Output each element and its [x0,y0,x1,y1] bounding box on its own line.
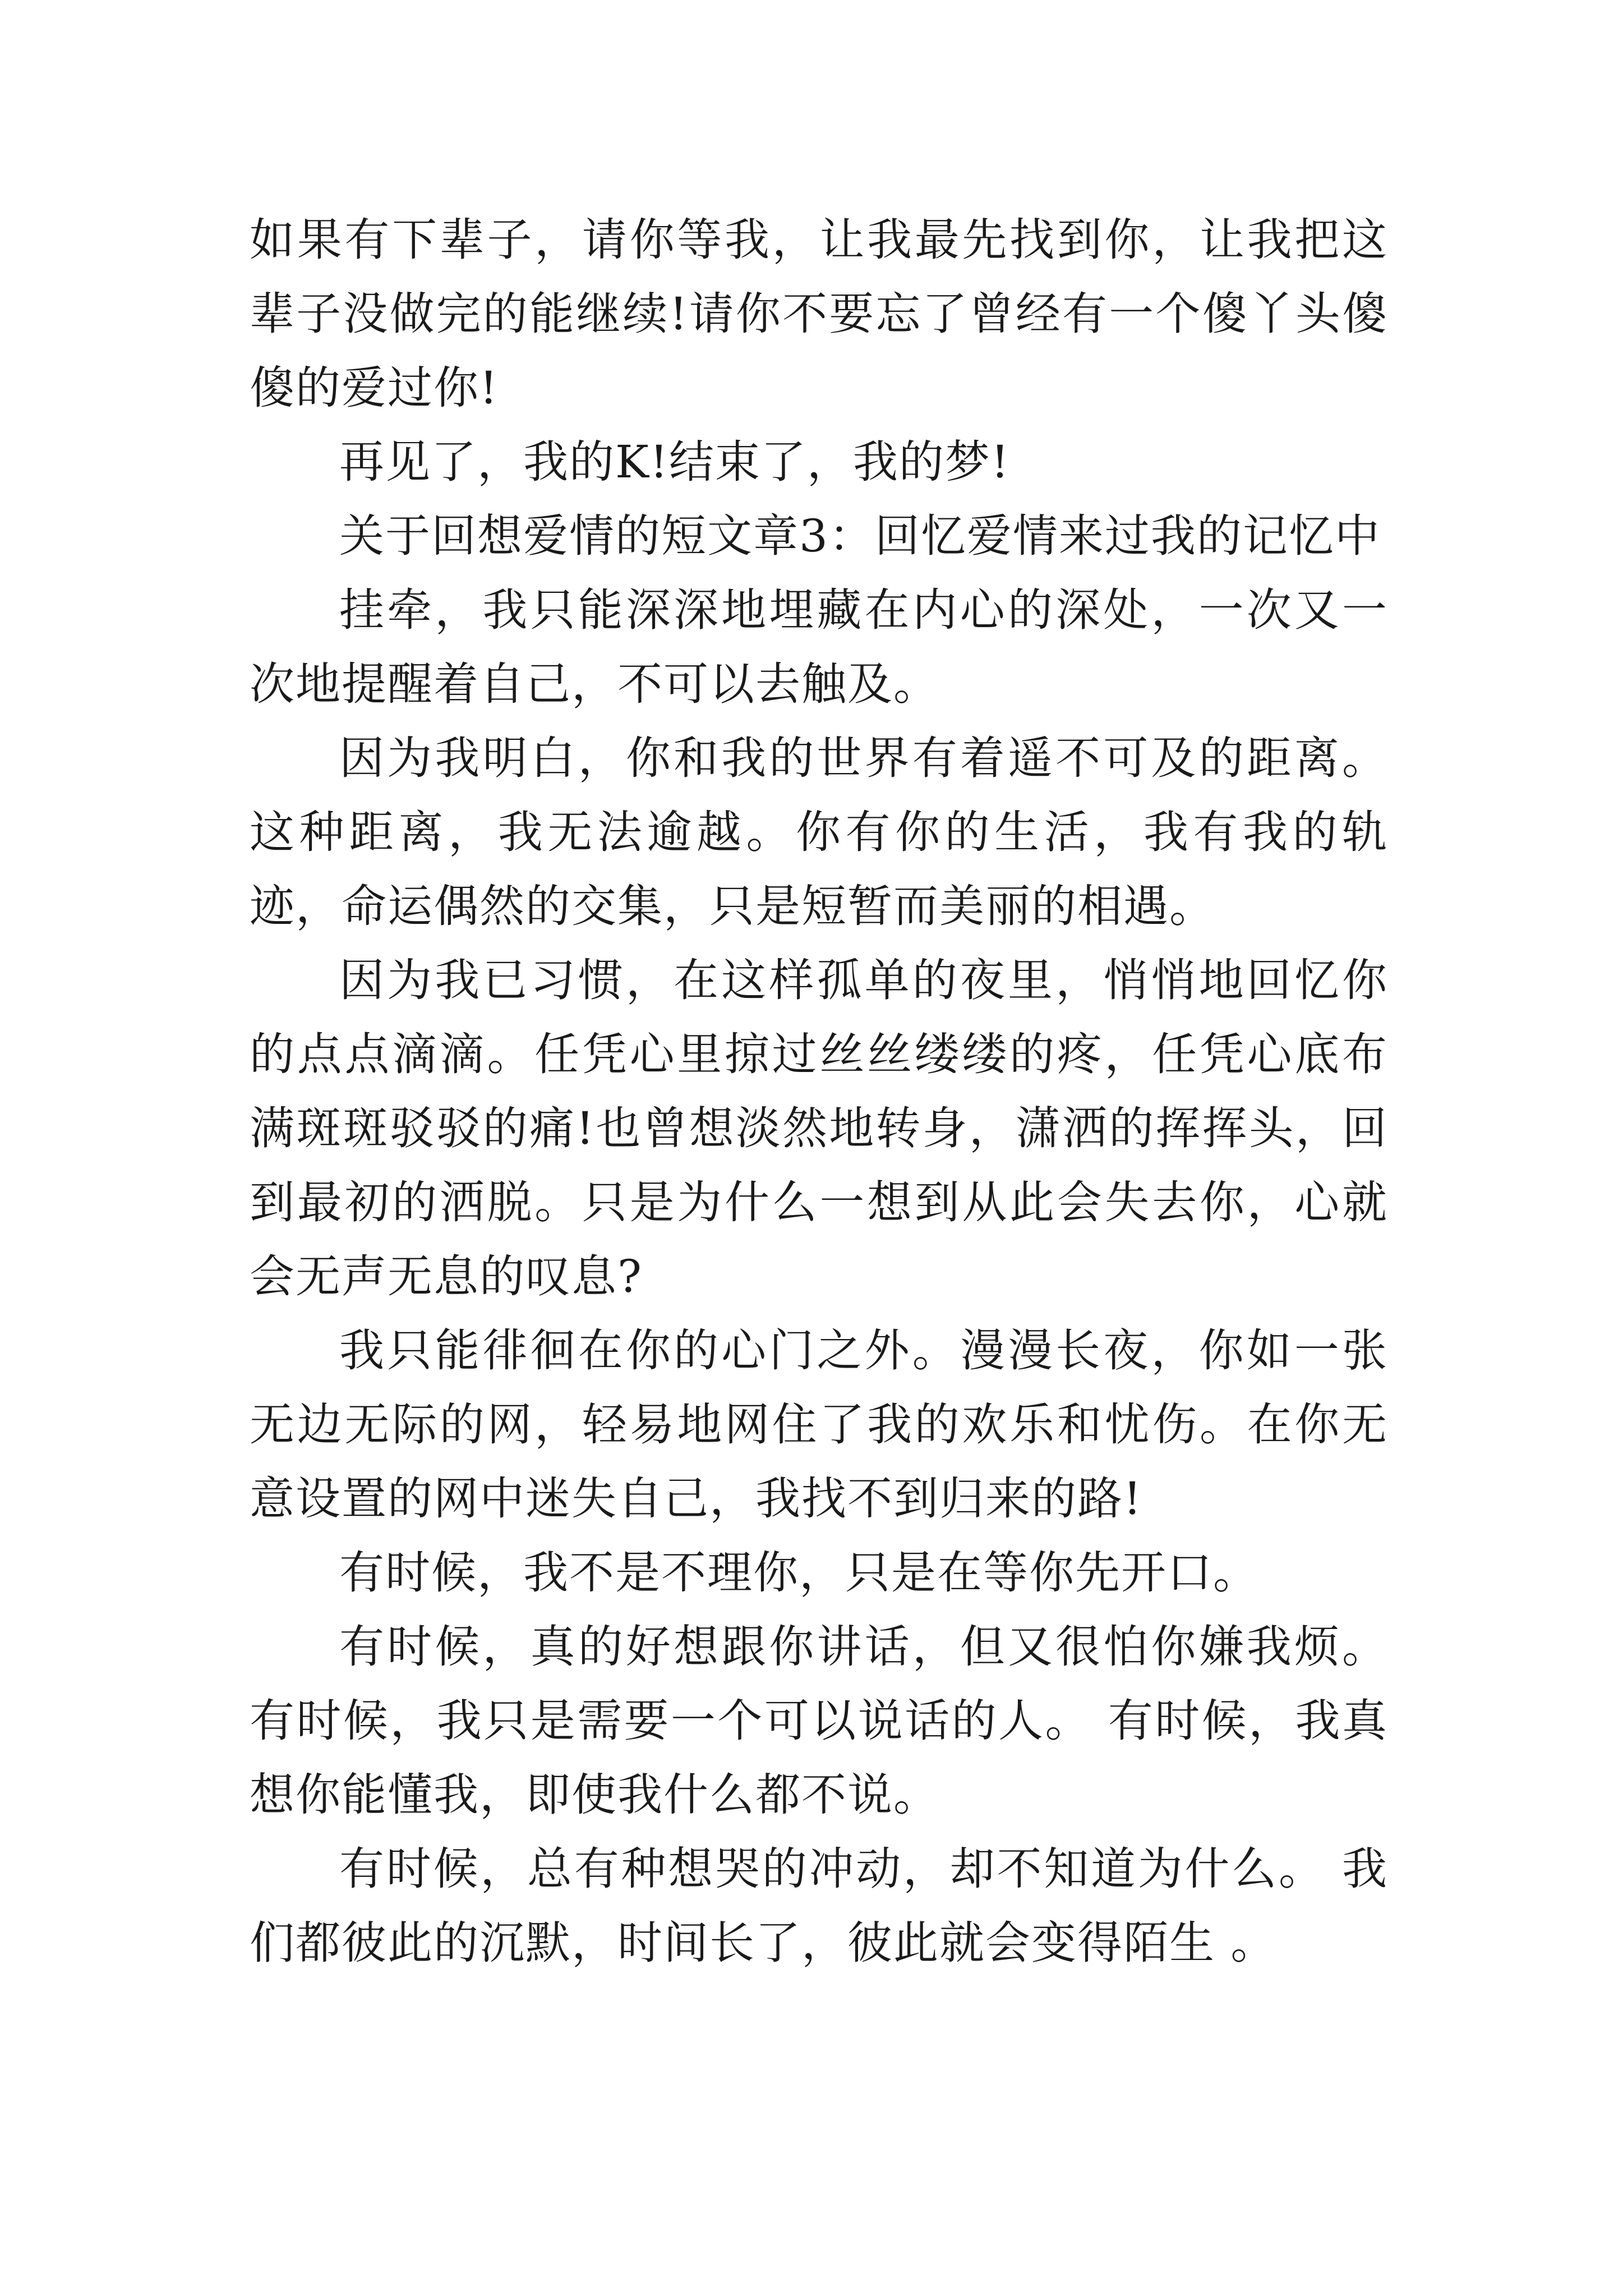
paragraph-7: 有时候，我不是不理你，只是在等你先开口。 [339,1547,1259,1599]
paragraph-2: 再见了，我的K!结束了，我的梦! [339,436,1011,488]
document-body [250,203,1388,1980]
paragraph-9: 有时候，总有种想哭的冲动，却不知道为什么。 我们都彼此的沉默，时间长了，彼此就会变得陌生 。 [250,1843,1388,1969]
paragraph-5: 因为我已习惯，在这样孤单的夜里，悄悄地回忆你的点点滴滴。任凭心里掠过丝丝缕缕的疼，任凭心底布满斑斑驳驳的痛!也曾想淡然地转身，潇洒的挥挥头，回到最初的洒脱。只是为什么一想到从此会失去你，心就会无声无息的叹息? [250,954,1388,1303]
paragraph-6: 我只能徘徊在你的心门之外。漫漫长夜，你如一张无边无际的网，轻易地网住了我的欢乐和忧伤。在你无意设置的网中迷失自己，我找不到归来的路! [250,1324,1388,1525]
section-heading: 关于回想爱情的短文章3：回忆爱情来过我的记忆中 [339,510,1381,562]
paragraph-3: 挂牵，我只能深深地埋藏在内心的深处，一次又一次地提醒着自己，不可以去触及。 [250,584,1388,710]
paragraph-1: 如果有下辈子，请你等我，让我最先找到你，让我把这辈子没做完的能继续!请你不要忘了曾经有一个傻丫头傻傻的爱过你! [250,214,1388,414]
paragraph-8: 有时候，真的好想跟你讲话，但又很怕你嫌我烦。 有时候，我只是需要一个可以说话的人。 有时候，我真想你能懂我，即使我什么都不说。 [250,1621,1388,1821]
paragraph-4: 因为我明白，你和我的世界有着遥不可及的距离。这种距离，我无法逾越。你有你的生活，我有我的轨迹，命运偶然的交集，只是短暂而美丽的相遇。 [250,732,1388,932]
